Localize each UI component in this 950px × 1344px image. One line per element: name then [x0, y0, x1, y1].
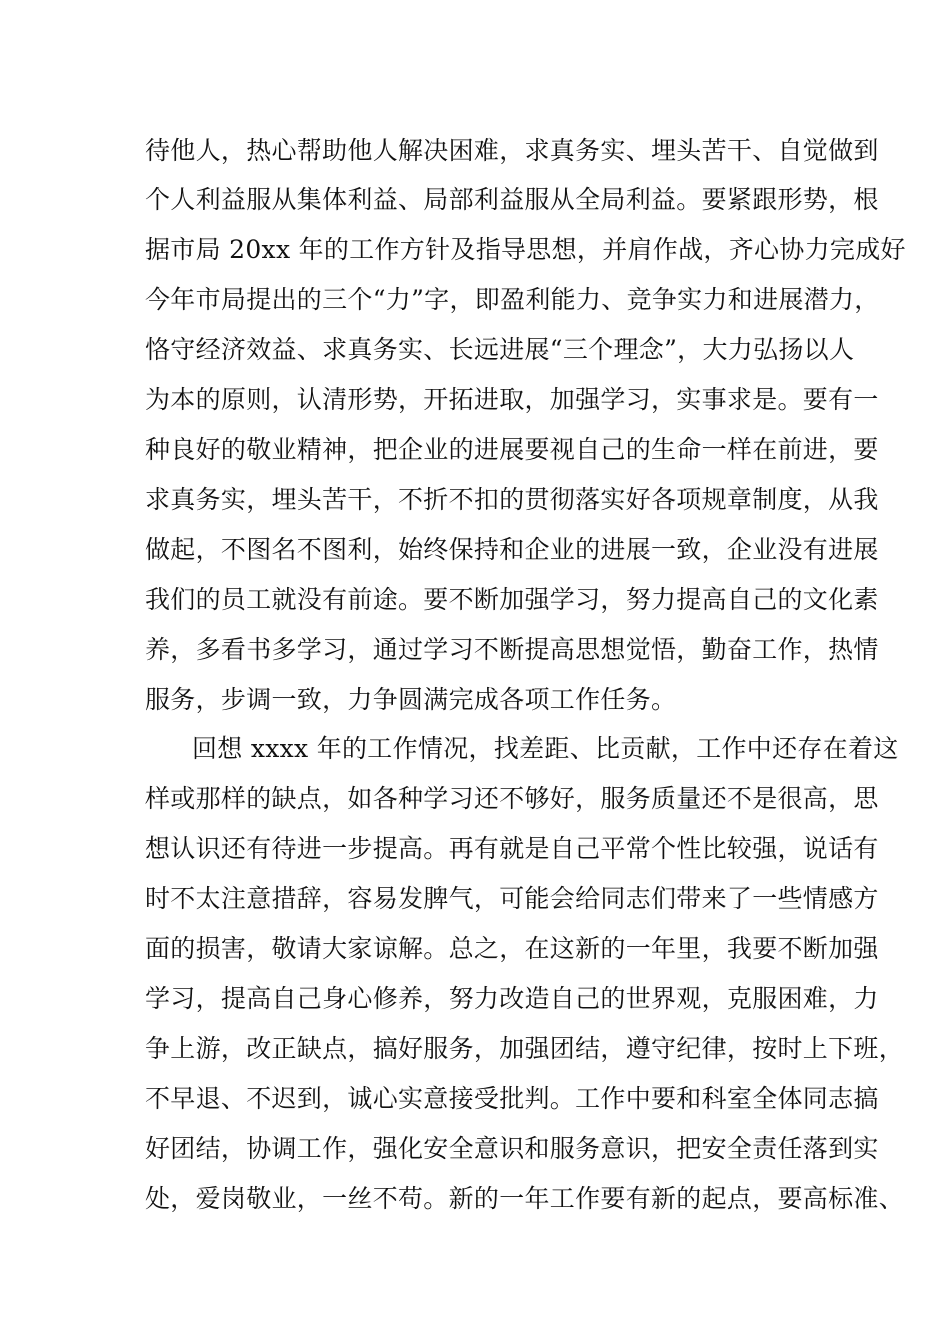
paragraph-2-line-8: 不早退、不迟到，诚心实意接受批判。工作中要和科室全体同志搞 [145, 1084, 879, 1113]
paragraph-1-line-2: 个人利益服从集体利益、局部利益服从全局利益。要紧跟形势，根 [145, 185, 879, 214]
paragraph-1-line-4: 今年市局提出的三个“力”字，即盈利能力、竞争实力和进展潜力， [145, 285, 880, 314]
paragraph-1-line-12: 服务，步调一致，力争圆满完成各项工作任务。 [145, 685, 677, 714]
paragraph-1-line-6: 为本的原则，认清形势，开拓进取，加强学习，实事求是。要有一 [145, 385, 879, 414]
paragraph-1-line-3: 据市局 20xx 年的工作方针及指导思想，并肩作战，齐心协力完成好 [145, 235, 906, 264]
paragraph-2-line-9: 好团结，协调工作，强化安全意识和服务意识，把安全责任落到实 [145, 1134, 879, 1163]
paragraph-1-line-11: 养，多看书多学习，通过学习不断提高思想觉悟，勤奋工作，热情 [145, 635, 879, 664]
paragraph-2-line-6: 学习，提高自己身心修养，努力改造自己的世界观，克服困难，力 [145, 984, 879, 1013]
paragraph-1-line-5: 恪守经济效益、求真务实、长远进展“三个理念”，大力弘扬以人 [145, 335, 855, 364]
paragraph-1-line-9: 做起，不图名不图利，始终保持和企业的进展一致，企业没有进展 [145, 535, 879, 564]
paragraph-1-line-7: 种良好的敬业精神，把企业的进展要视自己的生命一样在前进，要 [145, 435, 879, 464]
paragraph-2-line-7: 争上游，改正缺点，搞好服务，加强团结，遵守纪律，按时上下班， [145, 1034, 905, 1063]
paragraph-1-line-10: 我们的员工就没有前途。要不断加强学习，努力提高自己的文化素 [145, 585, 879, 614]
paragraph-2-line-2: 样或那样的缺点，如各种学习还不够好，服务质量还不是很高，思 [145, 784, 879, 813]
paragraph-2-line-5: 面的损害，敬请大家谅解。总之，在这新的一年里，我要不断加强 [145, 934, 879, 963]
paragraph-1-line-1: 待他人，热心帮助他人解决困难，求真务实、埋头苦干、自觉做到 [145, 136, 879, 165]
paragraph-2-line-4: 时不太注意措辞，容易发脾气，可能会给同志们带来了一些情感方 [145, 884, 879, 913]
paragraph-1-line-8: 求真务实，埋头苦干，不折不扣的贯彻落实好各项规章制度，从我 [145, 485, 879, 514]
paragraph-2-line-10: 处，爱岗敬业，一丝不苟。新的一年工作要有新的起点，要高标准、 [145, 1184, 905, 1213]
paragraph-2-line-3: 想认识还有待进一步提高。再有就是自己平常个性比较强，说话有 [145, 834, 879, 863]
paragraph-2-line-1: 回想 xxxx 年的工作情况，找差距、比贡献，工作中还存在着这 [192, 734, 899, 763]
